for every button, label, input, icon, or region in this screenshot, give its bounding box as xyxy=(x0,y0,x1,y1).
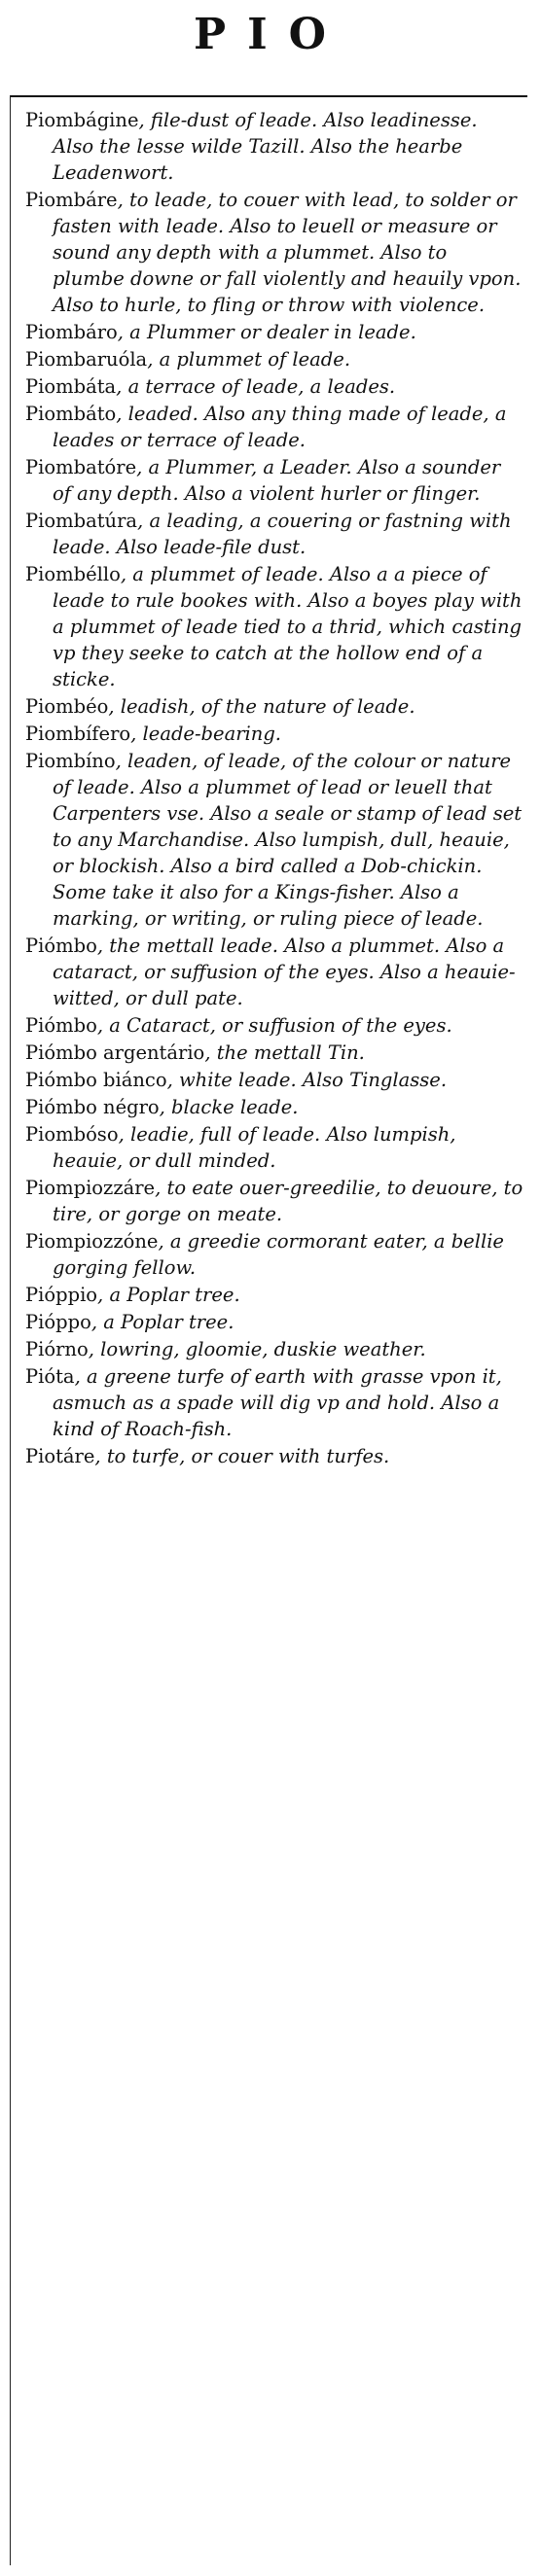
entry-definition: , file-dust of leade. Also leadinesse. Also the lesse wilde Tazill. Also the hearbe Leadenwort. xyxy=(53,109,478,184)
entry-headword: Piombóso xyxy=(25,1123,119,1146)
entry-headword: Piombíno xyxy=(25,750,116,772)
entry-headword: Piómbo argentário xyxy=(25,1041,205,1064)
entry-headword: Piómbo xyxy=(25,935,97,957)
entry-headword: Pióppo xyxy=(25,1311,91,1333)
entry-definition: , leadie, full of leade. Also lumpish, heauie, or dull minded. xyxy=(53,1123,456,1172)
dictionary-entry xyxy=(25,933,523,1011)
entry-definition: , a Poplar tree. xyxy=(90,1311,234,1333)
entry-definition: , a Poplar tree. xyxy=(97,1284,240,1306)
entry-definition: , lowring, gloomie, duskie weather. xyxy=(88,1338,426,1360)
entry-headword: Pióppio xyxy=(25,1284,98,1306)
entry-definition: , to eate ouer-greedilie, to deuoure, to tire, or gorge on meate. xyxy=(53,1177,523,1225)
entry-definition: , leade-bearing. xyxy=(130,723,281,745)
entry-headword: Piómbo xyxy=(25,1014,97,1037)
dictionary-entry xyxy=(25,748,523,932)
dictionary-entry xyxy=(25,1094,523,1120)
column-rule xyxy=(10,95,11,2565)
entry-definition: , a Plummer or dealer in leade. xyxy=(117,321,416,343)
entry-definition: , leaden, of leade, of the colour or nature of leade. Also a plummet of lead or leuell that Carpenters vse. Also a seale or stamp of lead set to any Marchandise. Also lumpish, dull, heauie, or blockish. Also a bird called a Dob-chickin. Some take it also for a Kings-fisher. Also a marking, or writing, or ruling piece of leade. xyxy=(53,750,523,930)
dictionary-entry xyxy=(25,1175,523,1227)
dictionary-entry xyxy=(25,1228,523,1281)
entry-headword: Piombífero xyxy=(25,723,131,745)
entry-definition: , to turfe, or couer with turfes. xyxy=(94,1445,390,1467)
dictionary-entry xyxy=(25,346,523,372)
dictionary-entry xyxy=(25,693,523,720)
entry-list xyxy=(25,107,523,1470)
entry-definition: , a Plummer, a Leader. Also a sounder of any depth. Also a violent hurler or flinger. xyxy=(53,456,501,505)
dictionary-entry xyxy=(25,561,523,692)
dictionary-entry xyxy=(25,1040,523,1066)
entry-headword: Piombaruóla xyxy=(25,348,148,371)
entry-headword: Piombáro xyxy=(25,321,118,343)
entry-headword: Piombágine xyxy=(25,109,139,131)
entry-definition: , leadish, of the nature of leade. xyxy=(108,695,415,718)
entry-headword: Piómbo biánco xyxy=(25,1069,167,1091)
dictionary-entry xyxy=(25,373,523,400)
entry-headword: Piórno xyxy=(25,1338,89,1360)
dictionary-entry xyxy=(25,107,523,186)
dictionary-entry xyxy=(25,454,523,507)
dictionary-entry xyxy=(25,1282,523,1308)
page-header xyxy=(0,0,541,107)
entry-definition: , a plummet of leade. xyxy=(147,348,351,371)
dictionary-entry xyxy=(25,1336,523,1362)
dictionary-entry xyxy=(25,401,523,453)
entry-definition: , a leading, a couering or fastning with leade. Also leade-file dust. xyxy=(53,510,512,558)
entry-headword: Piombáre xyxy=(25,189,118,211)
dictionary-entry xyxy=(25,1067,523,1093)
entry-definition: , the mettall leade. Also a plummet. Also a cataract, or suffusion of the eyes. Also a heauie-witted, or dull pate. xyxy=(53,935,516,1009)
entry-definition: , a greene turfe of earth with grasse vpon it, asmuch as a spade will dig vp and hold. Also a kind of Roach-fish. xyxy=(53,1365,502,1440)
dictionary-entry xyxy=(25,508,523,560)
entry-headword: Pióta xyxy=(25,1365,75,1388)
dictionary-entry xyxy=(25,721,523,747)
entry-definition: , a greedie cormorant eater, a bellie gorging fellow. xyxy=(53,1230,504,1279)
entry-headword: Piombatúra xyxy=(25,510,138,532)
entry-headword: Piombáto xyxy=(25,403,117,425)
dictionary-entry xyxy=(25,1363,523,1442)
entry-definition: , a plummet of leade. Also a a piece of leade to rule bookes with. Also a boyes play with a plummet of leade tied to a thrid, which casting vp they seeke to catch at the hollow end of a sticke. xyxy=(53,563,523,690)
entry-headword: Piompiozzóne xyxy=(25,1230,159,1253)
entry-definition: , leaded. Also any thing made of leade, a leades or terrace of leade. xyxy=(53,403,507,451)
entry-definition: , a terrace of leade, a leades. xyxy=(116,375,396,398)
page-title: PIO xyxy=(194,10,347,59)
entry-headword: Piombáta xyxy=(25,375,117,398)
dictionary-entry xyxy=(25,1309,523,1335)
entry-definition: , to leade, to couer with lead, to solder or fasten with leade. Also to leuell or measure or sound any depth with a plummet. Also to plumbe downe or fall violently and heauily vpon. Also to hurle, to fling or throw with violence. xyxy=(53,189,522,316)
dictionary-entry xyxy=(25,1012,523,1039)
entry-headword: Piómbo négro xyxy=(25,1096,160,1118)
dictionary-entry xyxy=(25,1121,523,1174)
entry-definition: , white leade. Also Tinglasse. xyxy=(166,1069,448,1091)
entry-headword: Piombéllo xyxy=(25,563,121,585)
entry-headword: Piombatóre xyxy=(25,456,137,478)
entry-definition: , blacke leade. xyxy=(159,1096,299,1118)
dictionary-entry xyxy=(25,1443,523,1469)
entry-definition: , a Cataract, or suffusion of the eyes. xyxy=(96,1014,452,1037)
entry-definition: , the mettall Tin. xyxy=(204,1041,365,1064)
entry-headword: Piombéo xyxy=(25,695,109,718)
header-rule xyxy=(10,95,527,97)
entry-headword: Piotáre xyxy=(25,1445,95,1467)
dictionary-entry xyxy=(25,319,523,345)
dictionary-entry xyxy=(25,187,523,318)
entry-headword: Piompiozzáre xyxy=(25,1177,156,1199)
